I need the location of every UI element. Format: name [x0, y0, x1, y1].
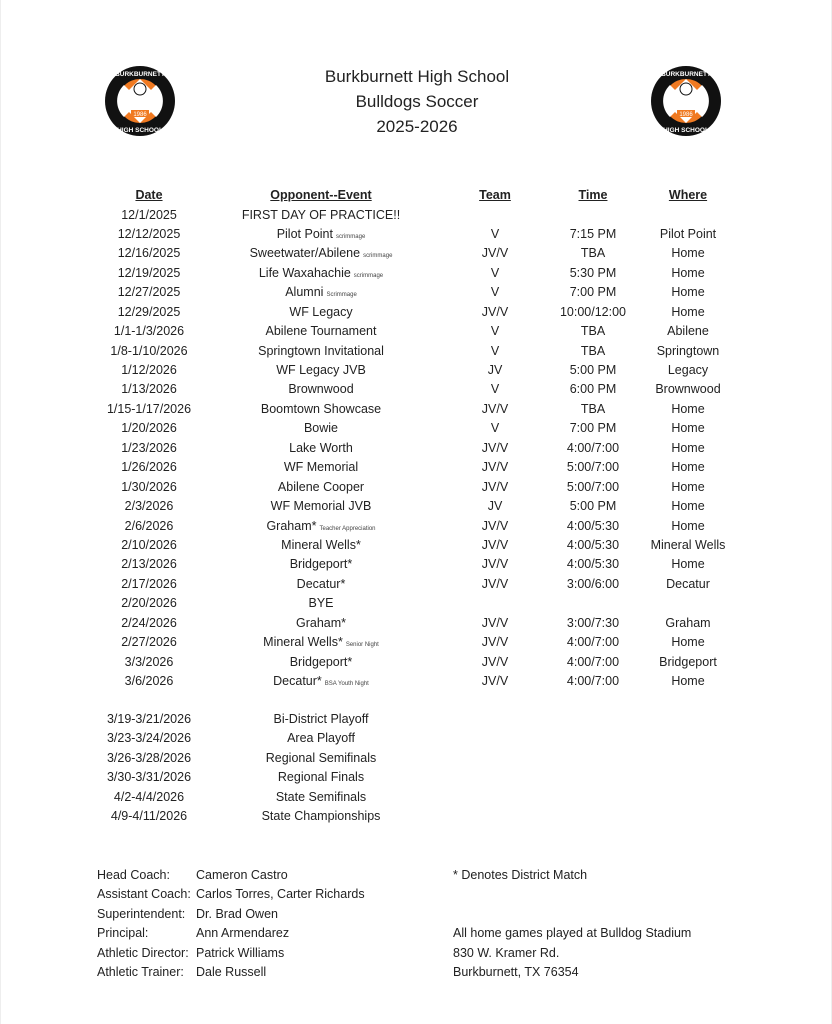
- event-name: Lake Worth: [289, 440, 353, 455]
- staff-entry: [97, 963, 365, 982]
- game-event: [211, 206, 431, 225]
- staff-role: Head Coach:: [97, 868, 170, 882]
- event-name: Pilot Point: [276, 226, 333, 241]
- event-name: Decatur*: [296, 576, 346, 591]
- playoff-round: State Semifinals: [275, 789, 367, 804]
- event-note: Senior Night: [345, 642, 379, 649]
- district-note: * Denotes District Match: [453, 868, 588, 882]
- game-event: [211, 594, 431, 613]
- event-note: Teacher Appreciation: [319, 525, 376, 532]
- playoff-round: Regional Semifinals: [265, 750, 377, 765]
- game-time: 6:00 PM: [569, 382, 617, 397]
- event-name: Bridgeport*: [289, 654, 353, 669]
- schedule-row: [1, 458, 832, 477]
- event-name: WF Memorial: [283, 460, 359, 475]
- game-date: 2/10/2026: [121, 537, 177, 552]
- event-name: Bridgeport*: [289, 557, 353, 572]
- game-location: Home: [671, 518, 705, 533]
- game-date: 1/20/2026: [121, 421, 177, 436]
- game-time: 7:00 PM: [569, 285, 617, 300]
- schedule-row: [1, 478, 832, 497]
- game-location: Mineral Wells: [650, 537, 726, 552]
- game-event: [211, 614, 431, 633]
- game-location: Springtown: [656, 343, 720, 358]
- game-location: Graham: [665, 615, 711, 630]
- game-event: [211, 478, 431, 497]
- staff-name: Carlos Torres, Carter Richards: [196, 887, 365, 902]
- game-event: [211, 555, 431, 574]
- game-location: Home: [671, 401, 705, 416]
- schedule-row: [1, 517, 832, 536]
- game-location: Home: [671, 674, 705, 688]
- schedule-row: [1, 244, 832, 263]
- game-time: TBA: [580, 246, 606, 261]
- staff-role: Principal:: [97, 926, 149, 941]
- game-time: TBA: [580, 401, 606, 416]
- col-team: Team: [479, 188, 511, 202]
- game-time: 7:15 PM: [569, 226, 617, 241]
- staff-name: Ann Armendarez: [196, 926, 290, 941]
- notes: [453, 866, 691, 982]
- game-team: JV/V: [481, 401, 509, 416]
- game-team: JV/V: [481, 674, 509, 688]
- game-team: V: [490, 285, 500, 300]
- team-name: Bulldogs Soccer: [355, 92, 479, 111]
- game-team: V: [490, 226, 500, 241]
- event-note: Scrimmage: [326, 292, 357, 299]
- game-date: 1/12/2026: [121, 363, 177, 377]
- schedule-row: [1, 264, 832, 283]
- schedule-row: [1, 283, 832, 302]
- game-team: JV/V: [481, 537, 509, 552]
- playoff-date: 4/9-4/11/2026: [110, 809, 188, 824]
- event-name: FIRST DAY OF PRACTICE!!: [241, 207, 401, 222]
- game-date: 1/8-1/10/2026: [110, 343, 188, 358]
- staff-role: Athletic Trainer:: [97, 965, 184, 980]
- game-date: 12/16/2025: [117, 246, 181, 261]
- game-date: 2/27/2026: [121, 635, 177, 650]
- schedule-row: [1, 322, 832, 341]
- staff-entry: [97, 905, 365, 924]
- staff-name: Dale Russell: [196, 965, 267, 980]
- game-date: 1/30/2026: [121, 479, 177, 494]
- game-location: Home: [671, 499, 705, 514]
- school-name: Burkburnett High School: [324, 67, 510, 86]
- game-date: 1/15-1/17/2026: [106, 401, 192, 416]
- game-team: JV/V: [481, 479, 509, 494]
- game-location: Home: [671, 460, 705, 475]
- game-location: Brownwood: [655, 382, 721, 397]
- game-location: Legacy: [667, 363, 709, 377]
- event-name: Graham*: [266, 518, 317, 533]
- staff-entry: [97, 866, 365, 885]
- svg-text:BURKBURNETT: BURKBURNETT: [661, 71, 711, 78]
- game-event: [211, 653, 431, 672]
- game-team: V: [490, 324, 500, 339]
- game-team: JV/V: [481, 557, 509, 572]
- game-team: JV/V: [481, 576, 509, 591]
- schedule-row: [1, 653, 832, 672]
- game-event: [211, 439, 431, 458]
- game-date: 12/19/2025: [117, 265, 181, 280]
- playoff-round: Area Playoff: [287, 731, 355, 746]
- game-team: V: [490, 421, 500, 436]
- event-name: Abilene Tournament: [265, 324, 377, 339]
- game-team: V: [490, 343, 500, 358]
- event-name: Boomtown Showcase: [260, 401, 382, 416]
- event-note: scrimmage: [335, 233, 366, 240]
- game-time: 4:00/5:30: [566, 557, 620, 572]
- playoff-date: 3/30-3/31/2026: [106, 770, 192, 785]
- game-event: [211, 672, 431, 694]
- stadium-note: All home games played at Bulldog Stadium: [453, 926, 692, 941]
- game-event: [211, 380, 431, 399]
- game-team: JV/V: [481, 518, 509, 533]
- game-event: [211, 322, 431, 341]
- playoff-date: 4/2-4/4/2026: [113, 789, 185, 804]
- game-event: [211, 342, 431, 361]
- event-note: scrimmage: [353, 272, 384, 279]
- game-location: Home: [671, 557, 705, 572]
- staff-list: [97, 866, 365, 982]
- game-time: 4:00/5:30: [566, 537, 620, 552]
- staff-name: Dr. Brad Owen: [196, 906, 278, 921]
- playoff-round: Regional Finals: [277, 770, 365, 785]
- event-name: Mineral Wells*: [281, 537, 361, 552]
- playoff-round: Bi-District Playoff: [273, 712, 369, 726]
- game-event: [211, 575, 431, 594]
- game-date: 2/6/2026: [124, 518, 174, 533]
- event-name: Springtown Invitational: [258, 343, 384, 358]
- game-date: 2/17/2026: [121, 576, 177, 591]
- game-event: [211, 303, 431, 322]
- game-time: 4:00/7:00: [566, 635, 620, 650]
- game-date: 2/3/2026: [124, 499, 174, 514]
- game-date: 1/1-1/3/2026: [113, 324, 185, 339]
- schedule-row: [1, 672, 832, 691]
- game-location: Home: [671, 421, 705, 436]
- game-event: [211, 419, 431, 438]
- event-name: Brownwood: [288, 382, 354, 397]
- event-name: Decatur*: [273, 674, 322, 688]
- game-time: 5:00 PM: [569, 363, 617, 377]
- event-name: Alumni: [285, 285, 324, 300]
- schedule-row: [1, 497, 832, 516]
- event-name: Life Waxahachie: [258, 265, 351, 280]
- game-location: Bridgeport: [659, 654, 717, 669]
- game-event: [211, 536, 431, 555]
- game-time: 5:30 PM: [569, 265, 617, 280]
- schedule-row: [1, 536, 832, 555]
- game-date: 2/24/2026: [121, 615, 177, 630]
- event-note: scrimmage: [363, 253, 393, 260]
- schedule-row: [1, 419, 832, 438]
- schedule-row: [1, 361, 832, 380]
- game-event: [211, 361, 431, 380]
- schedule-row: [1, 575, 832, 594]
- game-time: TBA: [580, 324, 606, 339]
- game-time: 5:00/7:00: [566, 460, 620, 475]
- staff-role: Athletic Director:: [97, 945, 189, 960]
- game-team: JV/V: [481, 304, 509, 319]
- schedule-row: [1, 400, 832, 419]
- playoff-row: [1, 729, 832, 748]
- schedule-row: [1, 594, 832, 613]
- game-team: JV/V: [481, 460, 509, 475]
- game-team: JV/V: [481, 440, 509, 455]
- event-note: BSA Youth Night: [324, 681, 369, 687]
- svg-text:BURKBURNETT: BURKBURNETT: [115, 71, 165, 78]
- game-location: Decatur: [666, 576, 710, 591]
- game-date: 3/3/2026: [124, 654, 174, 669]
- game-team: JV/V: [481, 654, 509, 669]
- game-time: 3:00/7:30: [566, 615, 620, 630]
- event-name: BYE: [308, 596, 334, 611]
- game-time: 10:00/12:00: [559, 304, 627, 319]
- game-time: 4:00/5:30: [566, 518, 620, 533]
- svg-text:1986: 1986: [133, 112, 147, 118]
- staff-entry: [97, 885, 365, 904]
- schedule-row: [1, 439, 832, 458]
- col-where: Where: [668, 188, 708, 202]
- playoff-table: [1, 710, 832, 827]
- game-date: 1/23/2026: [121, 440, 177, 455]
- playoff-row: [1, 710, 832, 729]
- staff-role: Superintendent:: [97, 906, 186, 921]
- event-name: Abilene Cooper: [277, 479, 365, 494]
- schedule-row: [1, 206, 832, 225]
- schedule-row: [1, 380, 832, 399]
- svg-text:HIGH SCHOOL: HIGH SCHOOL: [663, 127, 709, 134]
- staff-name: Cameron Castro: [196, 868, 288, 882]
- game-time: 7:00 PM: [569, 421, 617, 436]
- staff-role: Assistant Coach:: [97, 887, 191, 902]
- address-line-1: 830 W. Kramer Rd.: [453, 945, 560, 960]
- game-date: 2/20/2026: [121, 596, 177, 611]
- game-location: Home: [671, 440, 705, 455]
- playoff-date: 3/19-3/21/2026: [106, 712, 192, 726]
- game-time: 3:00/6:00: [566, 576, 620, 591]
- schedule-header: [1, 186, 832, 205]
- playoff-row: [1, 768, 832, 787]
- schedule-row: [1, 633, 832, 652]
- event-name: WF Legacy: [289, 304, 353, 319]
- schedule-row: [1, 614, 832, 633]
- game-location: Home: [671, 479, 705, 494]
- event-name: Graham*: [295, 615, 347, 630]
- game-location: Home: [671, 246, 705, 261]
- game-date: 3/6/2026: [124, 674, 174, 688]
- game-time: 5:00 PM: [569, 499, 617, 514]
- event-name: Sweetwater/Abilene: [249, 246, 361, 261]
- schedule-row: [1, 303, 832, 322]
- game-location: Abilene: [667, 324, 709, 339]
- playoff-round: State Championships: [261, 809, 381, 824]
- game-event: [211, 400, 431, 419]
- game-time: 5:00/7:00: [566, 479, 620, 494]
- game-location: Pilot Point: [659, 226, 717, 241]
- game-event: [211, 458, 431, 477]
- col-time: Time: [578, 188, 608, 202]
- event-name: WF Memorial JVB: [270, 499, 372, 514]
- playoff-row: [1, 749, 832, 768]
- game-team: JV: [487, 363, 503, 377]
- season: 2025-2026: [376, 117, 458, 136]
- game-time: 4:00/7:00: [566, 440, 620, 455]
- game-date: 1/26/2026: [121, 460, 177, 475]
- address-line-2: Burkburnett, TX 76354: [453, 965, 579, 980]
- staff-entry: [97, 924, 365, 943]
- game-time: 4:00/7:00: [566, 674, 620, 688]
- schedule-row: [1, 555, 832, 574]
- game-team: V: [490, 382, 500, 397]
- event-name: Mineral Wells*: [263, 635, 343, 650]
- game-team: JV: [487, 499, 503, 514]
- game-date: 2/13/2026: [121, 557, 177, 572]
- event-name: Bowie: [303, 421, 339, 436]
- game-team: JV/V: [481, 635, 509, 650]
- game-location: Home: [671, 285, 705, 300]
- col-date: Date: [135, 188, 163, 202]
- game-location: Home: [671, 635, 705, 650]
- playoff-date: 3/26-3/28/2026: [106, 750, 192, 765]
- game-event: [211, 497, 431, 516]
- playoff-row: [1, 807, 832, 826]
- game-date: 12/29/2025: [117, 304, 181, 319]
- game-time: TBA: [580, 343, 606, 358]
- staff-name: Patrick Williams: [196, 945, 285, 960]
- game-location: Home: [671, 265, 705, 280]
- schedule-row: [1, 342, 832, 361]
- game-date: 1/13/2026: [121, 382, 177, 397]
- playoff-date: 3/23-3/24/2026: [106, 731, 192, 746]
- game-date: 12/12/2025: [117, 226, 181, 241]
- schedule-table: [1, 206, 832, 692]
- schedule-row: [1, 225, 832, 244]
- game-team: JV/V: [481, 615, 509, 630]
- event-name: WF Legacy JVB: [276, 363, 366, 377]
- game-date: 12/1/2025: [121, 207, 177, 222]
- svg-text:1986: 1986: [679, 112, 693, 118]
- playoff-row: [1, 788, 832, 807]
- staff-entry: [97, 944, 365, 963]
- game-team: JV/V: [481, 246, 509, 261]
- game-time: 4:00/7:00: [566, 654, 620, 669]
- col-event: Opponent--Event: [270, 188, 372, 202]
- game-team: V: [490, 265, 500, 280]
- game-date: 12/27/2025: [117, 285, 181, 300]
- svg-text:HIGH SCHOOL: HIGH SCHOOL: [117, 127, 163, 134]
- game-location: Home: [671, 304, 705, 319]
